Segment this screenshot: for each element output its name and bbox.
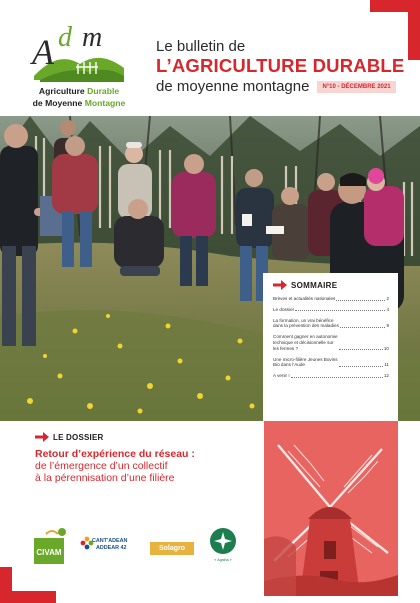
addear-name: ADDEAR 42 [96, 545, 127, 551]
agatha-name: « Agatha » [214, 558, 232, 562]
bulletin-title [156, 38, 405, 95]
dossier-title: Retour d’expérience du réseau : [35, 448, 195, 460]
toc-entry-title: A venir ! [273, 373, 290, 379]
adm-logo-mark [28, 20, 128, 86]
sommaire-heading: SOMMAIRE [291, 280, 338, 290]
toc-entry-page: 2 [386, 296, 389, 301]
solagro-logo: Solagro [150, 542, 194, 555]
toc-leader-dots [339, 349, 383, 350]
toc-entry-page: 12 [383, 373, 389, 379]
toc-entry[interactable] [273, 334, 389, 351]
logo-text-line1: Agriculture Durable [38, 86, 120, 96]
table-of-contents [263, 273, 398, 421]
toc-entry-title: Une micro-filière Jeunes Bovins Bio dans l’Aude [273, 356, 338, 368]
windmill-illustration [264, 421, 398, 596]
toc-leader-dots [336, 300, 385, 301]
agatha-emblem-icon [208, 526, 238, 556]
corner-accent-bottom-left [0, 567, 56, 603]
civam-logo [32, 526, 72, 566]
toc-entry-page: 4 [386, 306, 389, 312]
toc-entry[interactable] [273, 373, 389, 379]
toc-entry[interactable] [273, 307, 389, 313]
publisher-logo [20, 20, 138, 112]
toc-entry-title: Comment gagner en autonomie technique et décisionnelle sur les fermes ? [273, 334, 338, 351]
svg-text:A: A [32, 32, 54, 72]
title-line-2: L’AGRICULTURE DURABLE [156, 55, 405, 76]
logo-text-line2: de Moyenne Montagne [32, 98, 126, 108]
toc-entry-page: 9 [386, 323, 389, 329]
toc-leader-dots [339, 366, 384, 367]
cantadean-name: CANT'ADEAN [92, 538, 128, 544]
arrow-right-icon [273, 280, 287, 290]
agatha-logo [208, 526, 238, 570]
featured-dossier [35, 432, 265, 484]
toc-leader-dots [340, 327, 386, 328]
issue-badge: N°10 - DÉCEMBRE 2021 [317, 81, 395, 93]
toc-leader-dots [291, 377, 383, 378]
toc-entry-title: Brèves et actualités nationales [273, 296, 336, 301]
toc-entry[interactable] [273, 318, 389, 330]
toc-entry[interactable] [273, 357, 389, 369]
arrow-right-icon [35, 432, 49, 442]
toc-entry[interactable] [273, 296, 389, 302]
civam-logo-mark [32, 526, 72, 566]
svg-text:CIVAM: CIVAM [36, 548, 62, 557]
toc-entry-page: 10 [383, 345, 389, 351]
svg-text:m: m [82, 22, 103, 53]
dossier-label: LE DOSSIER [53, 432, 104, 442]
toc-entry-title: La formation, un vrai bénéfice dans la prévention des maladies [273, 317, 339, 329]
title-line-3: de moyenne montagne [156, 78, 310, 95]
title-line-1: Le bulletin de [156, 38, 246, 55]
toc-entry-page: 11 [384, 362, 389, 368]
cantadean-addear-logo [80, 536, 140, 562]
toc-entry-title: Le dossier [273, 306, 295, 312]
dossier-subtitle-line-1: de l’émergence d’un collectif [35, 460, 168, 472]
partner-logos [32, 522, 262, 572]
toc-leader-dots [295, 310, 385, 311]
svg-text:d: d [58, 22, 72, 53]
dossier-subtitle-line-2: à la pérennisation d’une filière [35, 472, 175, 484]
